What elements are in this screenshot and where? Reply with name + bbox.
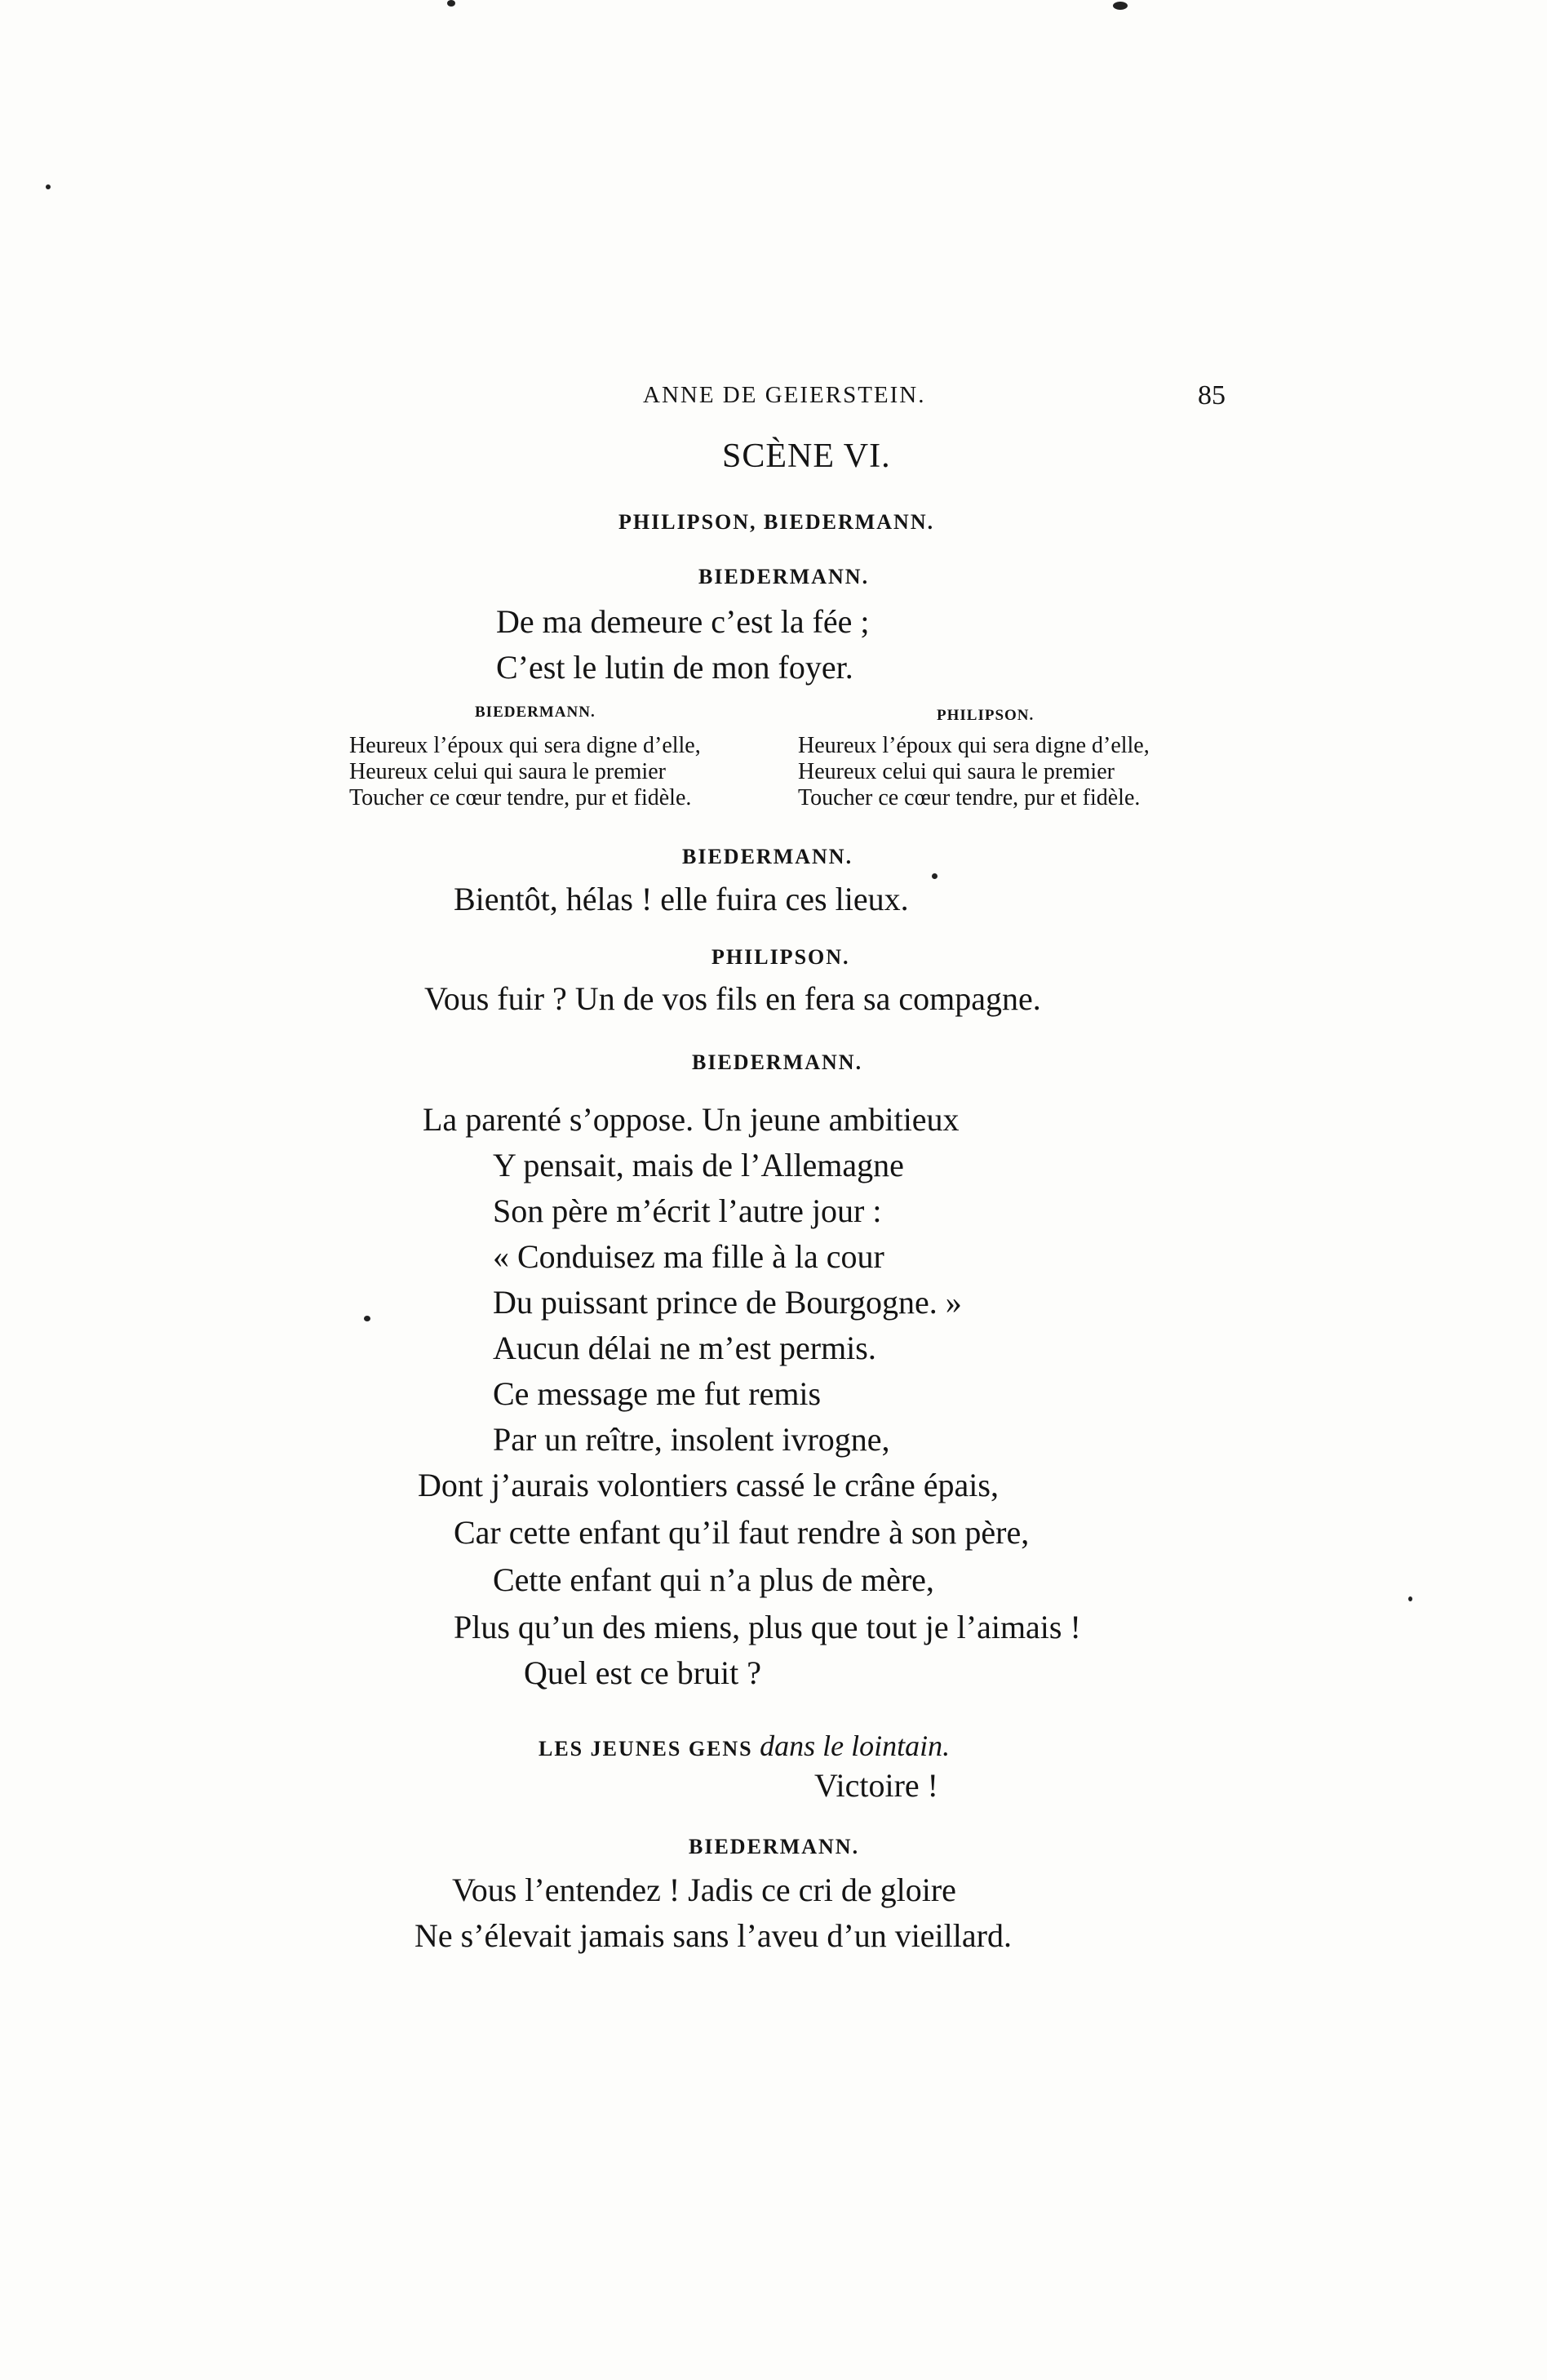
duet-left-speaker: BIEDERMANN. bbox=[475, 704, 596, 721]
verse-line: Vous l’entendez ! Jadis ce cri de gloire bbox=[452, 1872, 956, 1908]
verse-line: Dont j’aurais volontiers cassé le crâne épais, bbox=[418, 1467, 999, 1503]
verse-line: La parenté s’oppose. Un jeune ambitieux bbox=[423, 1101, 960, 1138]
verse-line: Car cette enfant qu’il faut rendre à son père, bbox=[454, 1514, 1030, 1551]
running-title: ANNE DE GEIERSTEIN. bbox=[643, 382, 926, 408]
verse-line: Bientôt, hélas ! elle fuira ces lieux. bbox=[454, 881, 909, 917]
verse-line: Cette enfant qui n’a plus de mère, bbox=[493, 1561, 934, 1598]
speaker-biedermann-4: BIEDERMANN. bbox=[689, 1835, 860, 1858]
scan-speck bbox=[364, 1316, 370, 1321]
duet-left-line: Heureux celui qui saura le premier bbox=[349, 759, 666, 784]
duet-right-line: Heureux l’époux qui sera digne d’elle, bbox=[798, 733, 1150, 758]
verse-line: Y pensait, mais de l’Allemagne bbox=[493, 1147, 904, 1183]
duet-left-line: Toucher ce cœur tendre, pur et fidèle. bbox=[349, 785, 692, 810]
verse-line: Du puissant prince de Bourgogne. » bbox=[493, 1284, 962, 1321]
verse-line: Quel est ce bruit ? bbox=[524, 1654, 761, 1691]
speaker-biedermann-2: BIEDERMANN. bbox=[682, 845, 853, 868]
speaker-biedermann-3: BIEDERMANN. bbox=[692, 1050, 863, 1074]
verse-line: « Conduisez ma fille à la cour bbox=[493, 1238, 884, 1275]
stage-direction: dans le lointain. bbox=[760, 1729, 951, 1762]
duet-left-column bbox=[349, 733, 701, 811]
speaker-jeunes-gens bbox=[539, 1729, 950, 1763]
scan-speck bbox=[1113, 2, 1128, 10]
verse-line: Plus qu’un des miens, plus que tout je l’aimais ! bbox=[454, 1609, 1081, 1645]
speaker-jeunes-gens-name: LES JEUNES GENS bbox=[539, 1737, 753, 1761]
duet-right-column bbox=[798, 733, 1150, 811]
scan-speck bbox=[46, 184, 51, 189]
duet-left-line: Heureux l’époux qui sera digne d’elle, bbox=[349, 733, 701, 758]
scene-characters: PHILIPSON, BIEDERMANN. bbox=[618, 510, 935, 534]
page-number: 85 bbox=[1198, 380, 1226, 411]
duet-right-line: Heureux celui qui saura le premier bbox=[798, 759, 1115, 784]
verse-line: Son père m’écrit l’autre jour : bbox=[493, 1192, 882, 1229]
scan-speck bbox=[932, 873, 938, 879]
verse-line: C’est le lutin de mon foyer. bbox=[496, 649, 853, 686]
scan-speck bbox=[447, 0, 455, 7]
scene-title: SCÈNE VI. bbox=[722, 437, 891, 475]
verse-line: Par un reître, insolent ivrogne, bbox=[493, 1421, 890, 1458]
verse-line: De ma demeure c’est la fée ; bbox=[496, 603, 870, 640]
verse-line: Ne s’élevait jamais sans l’aveu d’un vieillard. bbox=[414, 1917, 1012, 1954]
verse-line: Aucun délai ne m’est permis. bbox=[493, 1330, 876, 1366]
scan-speck bbox=[1408, 1596, 1412, 1601]
verse-line: Ce message me fut remis bbox=[493, 1375, 822, 1412]
speaker-philipson: PHILIPSON. bbox=[711, 945, 850, 969]
duet-right-line: Toucher ce cœur tendre, pur et fidèle. bbox=[798, 785, 1141, 810]
speaker-biedermann-1: BIEDERMANN. bbox=[698, 565, 870, 588]
verse-line: Vous fuir ? Un de vos fils en fera sa compagne. bbox=[424, 980, 1041, 1017]
duet-right-speaker: PHILIPSON. bbox=[937, 707, 1035, 724]
verse-line: Victoire ! bbox=[814, 1767, 938, 1804]
